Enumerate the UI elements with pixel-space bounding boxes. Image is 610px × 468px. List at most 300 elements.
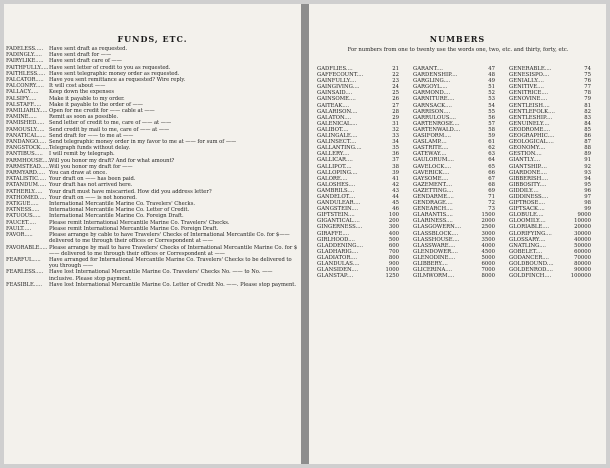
number-code-word: GALLOPING.... (317, 169, 358, 176)
number-value: 81 (584, 102, 591, 109)
number-value: 30000 (574, 230, 591, 237)
number-value: 42 (392, 181, 399, 188)
number-code-word: GIBBOSITY.... (509, 181, 547, 188)
code-word: FARMSTEAD..... (6, 163, 49, 170)
number-value: 59 (488, 133, 495, 140)
number-code-word: GODANCER.... (509, 254, 549, 261)
number-code-word: GALINSECT.... (317, 139, 357, 146)
number-code-word: GALORE.... (317, 175, 348, 182)
number-code-word: GARGOYL.... (413, 84, 448, 91)
number-value: 56 (488, 114, 495, 121)
number-code-word: GARGLING.... (413, 78, 451, 85)
number-code-word: GLORIABLE.... (509, 224, 550, 231)
code-word: FAUCET..... (6, 219, 36, 226)
number-value: 40000 (574, 236, 591, 243)
number-code-word: GLIBBERY.... (413, 261, 448, 267)
number-code-word: GAMBRILS.... (317, 187, 355, 194)
number-value: 24 (392, 84, 399, 91)
code-meaning: Have you sent remittance as requested? Wire reply. (49, 77, 186, 84)
code-word: FATUOUS..... (6, 213, 41, 220)
number-row (317, 273, 409, 279)
number-value: 84 (584, 120, 591, 127)
code-meaning: Telegraph funds without delay. (49, 145, 131, 152)
number-code-word: GIGANTICAL.... (317, 218, 360, 225)
number-value: 3500 (481, 236, 495, 243)
code-entry (6, 282, 298, 288)
number-value: 37 (392, 157, 399, 164)
number-value: 45 (392, 200, 399, 207)
left-page (4, 4, 301, 464)
number-value: 90000 (574, 267, 591, 274)
code-word: FANGSTOCK..... (6, 145, 49, 152)
number-code-word: GIFTSACK.... (509, 206, 545, 213)
code-meaning: Remit as soon as possible. (49, 114, 119, 121)
code-meaning: Your draft on —— is not honored. (49, 194, 137, 201)
code-entry (6, 269, 298, 281)
number-value: 43 (392, 187, 399, 194)
number-value: 60000 (574, 248, 591, 255)
number-value: 800 (388, 254, 399, 261)
number-code-word: GALLIPOT.... (317, 163, 352, 170)
number-value: 46 (392, 206, 399, 213)
number-code-word: GNATLING.... (509, 242, 546, 249)
number-code-word: GENDRAGE.... (413, 200, 453, 207)
number-column (509, 66, 601, 279)
code-meaning: Send letter of credit to me, care of —— at —— (49, 120, 172, 127)
number-code-word: GARDENSHIP.... (413, 72, 458, 79)
code-meaning: I will remit by telegraph. (49, 151, 115, 158)
number-value: 52 (488, 90, 495, 97)
number-value: 29 (392, 114, 399, 121)
code-word: FAMOUSLY..... (6, 126, 45, 133)
number-code-word: GIFTSTEIN.... (317, 212, 355, 219)
number-value: 75 (584, 72, 591, 79)
number-code-word: GEOGRAPHIC.... (509, 133, 555, 140)
number-value: 92 (584, 163, 591, 170)
number-value: 32 (392, 126, 399, 133)
number-code-word: GARRISON.... (413, 108, 451, 115)
number-value: 91 (584, 157, 591, 164)
number-value: 2000 (481, 218, 495, 225)
code-meaning: Your draft has not arrived here. (49, 182, 133, 189)
code-meaning: Have sent draft care of —— (49, 58, 122, 65)
number-code-word: GARRULOUS.... (413, 114, 456, 121)
code-word: FAIRYLIKE..... (6, 58, 44, 65)
number-code-word: GAINSOME.... (317, 96, 356, 103)
number-code-word: GALATON.... (317, 114, 352, 121)
number-code-word: GASLAMP.... (413, 139, 447, 146)
number-code-word: GLARINESS.... (413, 218, 453, 225)
code-entry (6, 245, 298, 257)
number-value: 700 (388, 248, 399, 255)
number-value: 900 (388, 261, 399, 267)
number-code-word: GLASGOWERN.... (413, 224, 462, 231)
number-value: 72 (488, 200, 495, 207)
number-value: 6000 (481, 261, 495, 267)
code-meaning: Please remit International Mercantile Marine Co. Foreign Draft. (49, 225, 219, 232)
book-gutter (301, 4, 309, 464)
number-code-word: GOLDFINCH.... (509, 273, 552, 280)
number-code-word: GENOVINE.... (509, 96, 548, 103)
number-code-word: GIANTLY.... (509, 157, 541, 164)
number-value: 2500 (481, 224, 495, 231)
number-value: 400 (388, 230, 399, 237)
code-meaning: Have lost International Mercantile Marine Co. Letter of Credit No. ——. Please stop payment. (49, 281, 297, 288)
number-value: 5000 (481, 254, 495, 261)
code-meaning: Open for me credit for —— cable at —— (49, 108, 155, 115)
number-code-word: GENITRICE.... (509, 90, 549, 97)
number-code-word: GOLDENROD.... (509, 267, 553, 274)
number-code-word: GATEWAY.... (413, 151, 447, 158)
number-code-word: GAINGIVING.... (317, 84, 360, 91)
code-meaning: Have arranged for International Mercantile Marine Co. Travelers' Checks to be delivered to you through —— (49, 256, 292, 270)
number-value: 86 (584, 133, 591, 140)
code-word: FATIGUE..... (6, 201, 39, 208)
code-meaning: It will cost about —— (49, 83, 106, 90)
code-meaning: International Mercantile Marine Co. Letter of Credit. (49, 207, 190, 214)
number-value: 34 (392, 139, 399, 146)
number-code-word: GLANSTAP.... (317, 273, 354, 280)
code-word: FATALISTIC..... (6, 176, 47, 183)
code-meaning: Please arrange by cable to have Travelers' Checks of International Mercantile Co. for $—— delivered to me through their offices or Correspondent at —— (49, 232, 290, 245)
number-code-word: GLENDOWER.... (413, 248, 458, 255)
number-value: 83 (584, 114, 591, 121)
number-code-word: GLOOMILY.... (509, 218, 546, 225)
code-meaning: Make it payable to the order of —— (49, 101, 143, 108)
number-code-word: GAZEMENT.... (413, 181, 453, 188)
code-word: FADELESS..... (6, 46, 44, 52)
number-code-word: GIRLHOOD.... (317, 236, 355, 243)
number-row (413, 273, 505, 279)
number-value: 4000 (481, 242, 495, 249)
code-entry (6, 232, 298, 244)
number-value: 1250 (385, 273, 399, 280)
number-value: 9000 (577, 212, 591, 219)
number-value: 100000 (570, 273, 591, 280)
number-code-word: GAYSOME.... (413, 175, 449, 182)
number-code-word: GALIBOT.... (317, 126, 349, 133)
number-value: 79 (584, 96, 591, 103)
page-title: FUNDS, ETC. (117, 34, 188, 44)
number-value: 35 (392, 145, 399, 152)
number-value: 98 (584, 200, 591, 207)
number-value: 21 (392, 66, 399, 72)
number-value: 96 (584, 187, 591, 194)
number-code-word: GAVELOCK.... (413, 163, 452, 170)
code-word: FAMISHED..... (6, 120, 45, 127)
number-code-word: GINGERNESS.... (317, 224, 363, 231)
number-value: 54 (488, 102, 495, 109)
number-code-word: GASIFORM.... (413, 133, 451, 140)
right-page (309, 4, 606, 464)
number-code-word: GALENICAL.... (317, 120, 358, 127)
code-meaning: Send credit by mail to me, care of —— at —— (49, 126, 170, 133)
number-value: 99 (584, 206, 591, 213)
number-value: 53 (488, 96, 495, 103)
number-value: 600 (388, 242, 399, 249)
number-value: 39 (392, 169, 399, 176)
number-code-word: GIANTSHIP.... (509, 163, 547, 170)
number-value: 73 (488, 206, 495, 213)
code-word: FAITHFULLY..... (6, 64, 49, 71)
code-meaning: Keep down the expenses (49, 89, 114, 96)
code-word: FEARFUL..... (6, 256, 41, 263)
number-code-word: GANDULEAR.... (317, 200, 361, 207)
number-value: 82 (584, 108, 591, 115)
code-meaning: International Mercantile Marine Co. Foreign Draft. (49, 213, 184, 220)
number-value: 44 (392, 193, 399, 200)
code-meaning: Please arrange by mail to have Travelers' Checks of International Mercantile Marine Co. for $—— delivered to me through their offices or Correspondent at —— (49, 244, 298, 257)
numbers-table (317, 66, 601, 279)
code-meaning: Have sent draft for —— (49, 52, 112, 59)
number-code-word: GLADHARIG.... (317, 248, 359, 255)
number-code-word: GIRAFFE.... (317, 230, 350, 237)
number-code-word: GENERABLE.... (509, 66, 552, 72)
number-code-word: GLORIFYING.... (509, 230, 552, 237)
number-value: 27 (392, 102, 399, 109)
number-value: 68 (488, 181, 495, 188)
number-value: 23 (392, 78, 399, 85)
code-word: FAULT..... (6, 225, 32, 232)
number-value: 55 (488, 108, 495, 115)
code-meaning: Your draft must have miscarried. How did you address letter? (49, 188, 212, 195)
code-meaning: International Mercantile Marine Co. Travelers' Checks. (49, 201, 196, 208)
code-word: FANTIBUS..... (6, 151, 43, 158)
number-code-word: GALINGALE.... (317, 133, 358, 140)
number-value: 87 (584, 139, 591, 146)
number-value: 69 (488, 187, 495, 194)
code-meaning: Please remit International Mercantile Marine Co. Travelers' Checks. (49, 219, 230, 226)
number-code-word: GLADDENING.... (317, 242, 364, 249)
code-word: FAMILIARLY..... (6, 108, 48, 115)
code-meaning: Send draft for —— to me at —— (49, 132, 134, 139)
number-code-word: GAINFULLY.... (317, 78, 357, 85)
number-code-word: GLASSWARE.... (413, 242, 456, 249)
code-meaning: Have sent letter of credit to you as requested. (49, 64, 171, 71)
number-code-word: GAITEAK.... (317, 102, 350, 109)
code-meaning: Have lost International Mercantile Marine Co. Travelers' Checks No. —— to No. —— inclusive. Please stop payment. (49, 269, 273, 282)
number-code-word: GIARDONE.... (509, 169, 547, 176)
code-word: FALCONRY..... (6, 83, 44, 90)
number-code-word: GLADIATOR.... (317, 254, 358, 261)
code-word: FATANDUM..... (6, 182, 47, 189)
code-word: FATNESS..... (6, 207, 40, 214)
code-word: FARMYARD..... (6, 170, 46, 177)
number-value: 31 (392, 120, 399, 127)
number-code-word: GANDELOT.... (317, 193, 356, 200)
number-value: 3000 (481, 230, 495, 237)
number-value: 25 (392, 90, 399, 97)
number-value: 93 (584, 169, 591, 176)
number-value: 8000 (481, 273, 495, 280)
number-code-word: GILMWORM.... (413, 273, 455, 280)
number-value: 22 (392, 72, 399, 79)
code-word: FAITHLESS..... (6, 70, 46, 77)
number-value: 49 (488, 78, 495, 85)
number-code-word: GLENODINE.... (413, 254, 456, 261)
number-code-word: GENUINELY.... (509, 120, 550, 127)
number-value: 57 (488, 120, 495, 127)
number-code-word: GENTLEISH.... (509, 102, 550, 109)
number-code-word: GLOBULE.... (509, 212, 544, 219)
number-code-word: GOLDBOUND.... (509, 261, 554, 267)
number-value: 74 (584, 66, 591, 72)
number-value: 65 (488, 163, 495, 170)
number-value: 36 (392, 151, 399, 158)
number-column (413, 66, 505, 279)
number-code-word: GLANDULAS.... (317, 261, 360, 267)
number-value: 1500 (481, 212, 495, 219)
number-code-word: GAZETTING.... (413, 187, 454, 194)
code-meaning: Will you honor my draft? And for what amount? (49, 157, 175, 164)
number-code-word: GLANSIDEN.... (317, 267, 359, 274)
code-word: FALLACY..... (6, 89, 39, 96)
number-value: 78 (584, 90, 591, 97)
number-value: 88 (584, 145, 591, 152)
number-code-word: GENTLESHIP.... (509, 114, 553, 121)
code-meaning: Have sent telegraphic money order as requested. (49, 70, 180, 77)
number-code-word: GARTENROSE.... (413, 120, 460, 127)
number-value: 95 (584, 181, 591, 188)
number-code-word: GARANT.... (413, 66, 443, 72)
number-value: 41 (392, 175, 399, 182)
number-code-word: GIBBERISH.... (509, 175, 549, 182)
code-meaning: You can draw at once. (49, 170, 107, 177)
number-value: 70000 (574, 254, 591, 261)
number-row (509, 273, 601, 279)
number-value: 85 (584, 126, 591, 133)
number-code-word: GALOSHES.... (317, 181, 356, 188)
code-meaning: Send telegraphic money order in my favor to me at —— for sum of —— (49, 139, 237, 146)
number-code-word: GAINSAID.... (317, 90, 353, 97)
number-code-word: GENTLEFOLK.... (509, 108, 555, 115)
number-value: 50000 (574, 242, 591, 249)
number-value: 61 (488, 139, 495, 146)
number-code-word: GADFLIES.... (317, 66, 353, 72)
number-value: 63 (488, 151, 495, 158)
number-value: 26 (392, 96, 399, 103)
number-value: 51 (488, 84, 495, 91)
number-code-word: GOBELET.... (509, 248, 543, 255)
code-meaning: Your draft on —— has been paid. (49, 176, 136, 183)
number-code-word: GLOSSARY.... (509, 236, 546, 243)
code-meaning: Will you honor my draft for —— (49, 163, 133, 170)
number-value: 71 (488, 193, 495, 200)
code-list (6, 46, 298, 288)
number-value: 1000 (385, 267, 399, 274)
number-code-word: GALARISON.... (317, 108, 358, 115)
code-word: FALSIFY..... (6, 95, 37, 102)
code-word: FARMHOUSE..... (6, 157, 51, 164)
number-value: 300 (388, 224, 399, 231)
number-value: 500 (388, 236, 399, 243)
number-code-word: GLASSBLOCK.... (413, 230, 459, 237)
number-value: 89 (584, 151, 591, 158)
number-value: 4500 (481, 248, 495, 255)
number-value: 76 (584, 78, 591, 85)
number-value: 10000 (574, 218, 591, 225)
number-value: 33 (392, 133, 399, 140)
number-value: 66 (488, 169, 495, 176)
code-meaning: Have sent draft as requested. (49, 46, 128, 52)
number-code-word: GASTRITE.... (413, 145, 449, 152)
code-meaning: Make it payable to my order. (49, 95, 125, 102)
number-code-word: GIDDINESS.... (509, 193, 549, 200)
number-code-word: GLASSHOUSE.... (413, 236, 460, 243)
code-word: FAVOR..... (6, 232, 33, 239)
code-word: FAMINE..... (6, 114, 37, 121)
number-code-word: GALLERY.... (317, 151, 350, 158)
code-word: FANDANGO..... (6, 139, 47, 146)
number-code-word: GENESISPO.... (509, 72, 550, 79)
number-value: 58 (488, 126, 495, 133)
code-word: FATHOMED..... (6, 194, 47, 201)
number-value: 77 (584, 84, 591, 91)
page-title: NUMBERS (429, 34, 486, 44)
number-value: 200 (388, 218, 399, 225)
number-code-word: GENDARME.... (413, 193, 454, 200)
code-word: FAVORABLE..... (6, 244, 48, 251)
number-column (317, 66, 409, 279)
number-code-word: GALLICAR.... (317, 157, 353, 164)
number-code-word: GLARANTIS.... (413, 212, 453, 219)
book-spread (4, 4, 606, 464)
code-word: FEASIBLE..... (6, 281, 43, 288)
number-value: 20000 (574, 224, 591, 231)
number-value: 47 (488, 66, 495, 72)
code-word: FANATICAL..... (6, 132, 46, 139)
number-value: 64 (488, 157, 495, 164)
number-value: 67 (488, 175, 495, 182)
number-code-word: GAFFECOUNT.... (317, 72, 364, 79)
intro-text: For numbers from one to twenty use the words one, two, etc. and thirty, forty, etc. (347, 47, 569, 53)
number-code-word: GEODROME.... (509, 126, 551, 133)
code-word: FEARLESS..... (6, 269, 44, 276)
number-value: 48 (488, 72, 495, 79)
number-value: 38 (392, 163, 399, 170)
code-word: FALSTAFF..... (6, 101, 42, 108)
number-code-word: GAVERICK.... (413, 169, 450, 176)
number-value: 100 (388, 212, 399, 219)
number-value: 80000 (574, 261, 591, 267)
number-value: 7000 (481, 267, 495, 274)
number-code-word: GARNSACK.... (413, 102, 452, 109)
number-code-word: GIDDILY.... (509, 187, 539, 194)
number-value: 62 (488, 145, 495, 152)
number-code-word: GEOLOGICAL.... (509, 139, 554, 146)
number-value: 94 (584, 175, 591, 182)
code-word: FADINGLY..... (6, 52, 42, 59)
number-code-word: GENIALLY.... (509, 78, 544, 85)
number-code-word: GARMOND.... (413, 90, 451, 97)
number-code-word: GEONOMY.... (509, 145, 546, 152)
number-code-word: GARTENWALD.... (413, 126, 461, 133)
number-code-word: GLICERINA.... (413, 267, 453, 274)
code-word: FATHERLY..... (6, 188, 43, 195)
code-entry (6, 257, 298, 269)
number-code-word: GALLANTING.... (317, 145, 362, 152)
number-code-word: GENEARCH.... (413, 206, 453, 213)
number-code-word: GIFTROSE.... (509, 200, 546, 207)
number-code-word: GANGSTEIN.... (317, 206, 359, 213)
number-code-word: GARNITURE.... (413, 96, 455, 103)
number-value: 97 (584, 193, 591, 200)
number-code-word: GENITIVE.... (509, 84, 544, 91)
number-value: 28 (392, 108, 399, 115)
code-word: FALCATOR..... (6, 77, 44, 84)
number-code-word: GESTION.... (509, 151, 542, 158)
number-code-word: GAULORUM.... (413, 157, 454, 164)
